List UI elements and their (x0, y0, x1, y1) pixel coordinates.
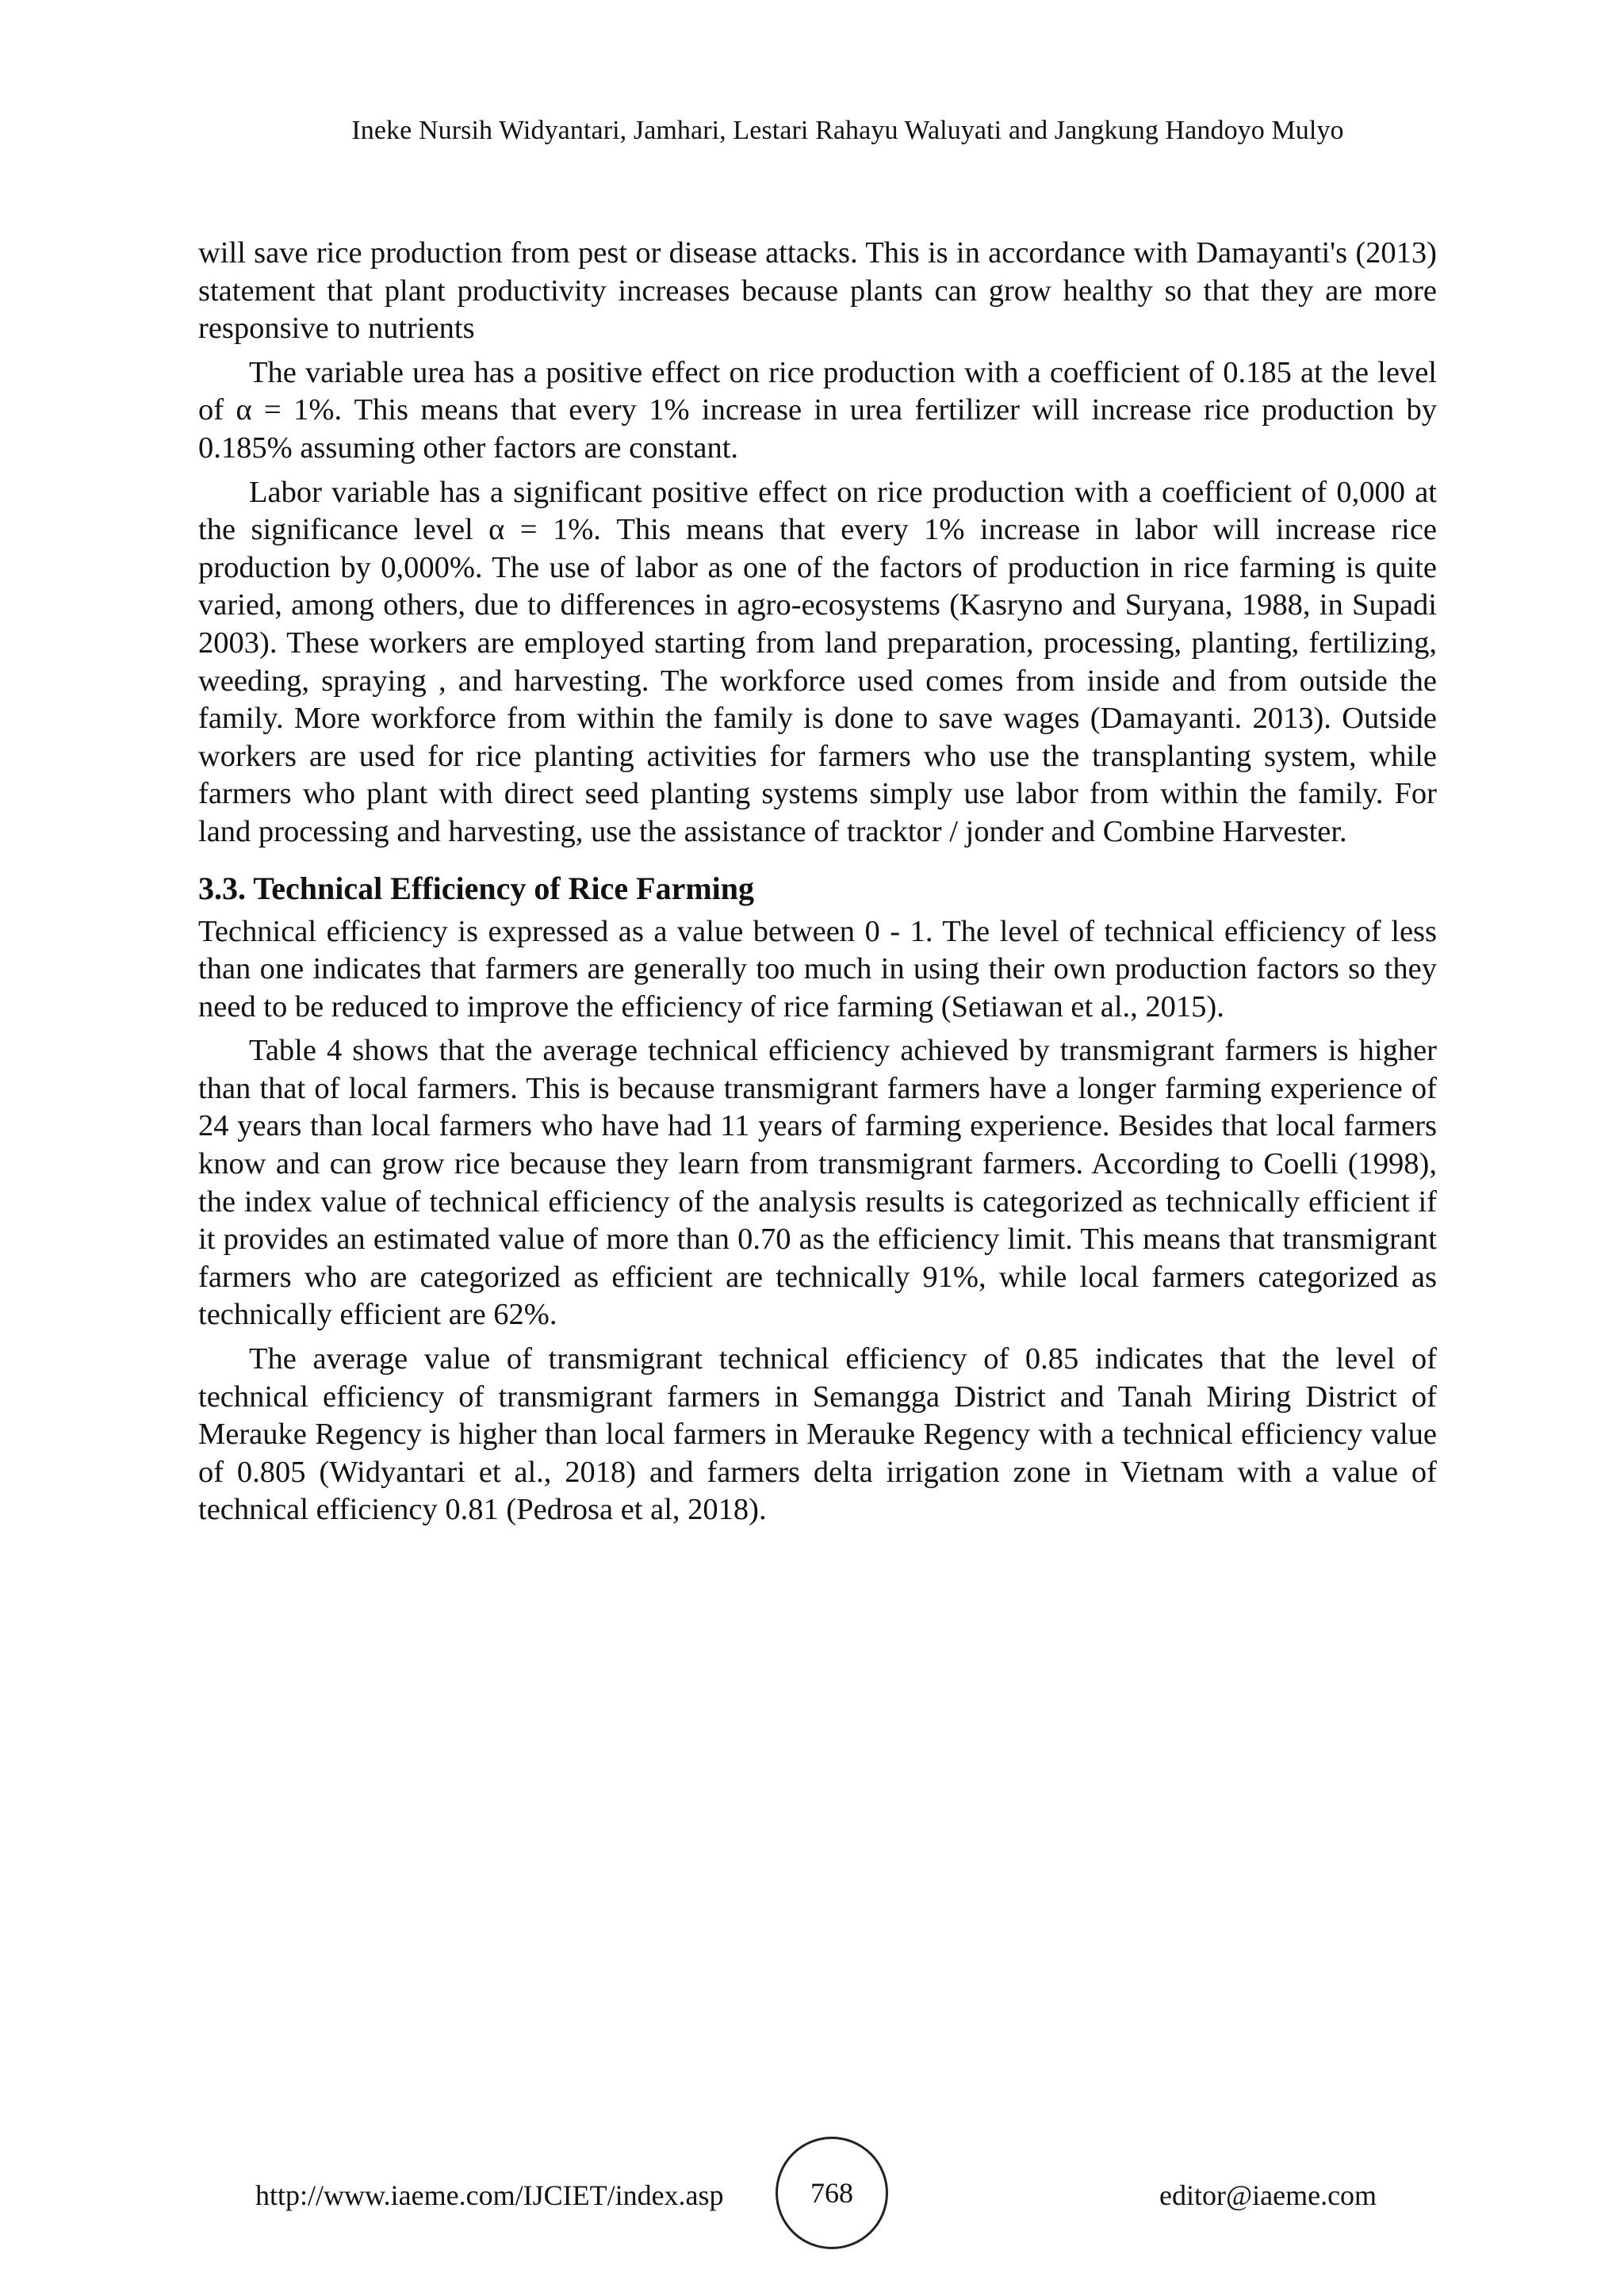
section-heading-technical-efficiency: 3.3. Technical Efficiency of Rice Farming (198, 870, 755, 906)
footer-email-link[interactable]: editor@iaeme.com (1159, 2179, 1377, 2211)
paragraph-technical-efficiency-definition: Technical efficiency is expressed as a value between 0 - 1. The level of technical efficiency of less than one indicates that farmers are generally too much in using their own production factors so they need to be reduced to improve the efficiency of rice farming (Setiawan et al., 2015). (198, 914, 1437, 1024)
paragraph-table4-discussion: Table 4 shows that the average technical efficiency achieved by transmigrant farmers is higher than that of local farmers. This is because transmigrant farmers have a longer farming experience of 24 years than local farmers who have had 11 years of farming experience. Besides that local farmers know and can grow rice because they learn from transmigrant farmers. According to Coelli (1998), the index value of technical efficiency of the analysis results is categorized as technically efficient if it provides an estimated value of more than 0.70 as the efficiency limit. This means that transmigrant farmers who are categorized as efficient are technically 91%, while local farmers categorized as technically efficient are 62%. (198, 1034, 1437, 1332)
page-number: 768 (810, 2177, 853, 2209)
paragraph-urea: The variable urea has a positive effect on rice production with a coefficient of 0.185 at the level of α = 1%. This means that every 1% increase in urea fertilizer will increase rice production by 0.185% assuming other factors are constant. (198, 355, 1437, 465)
footer-journal-url[interactable]: http://www.iaeme.com/IJCIET/index.asp (255, 2179, 724, 2211)
running-head-authors: Ineke Nursih Widyantari, Jamhari, Lestari Rahayu Waluyati and Jangkung Handoyo Mulyo (351, 116, 1344, 145)
page-number-badge (776, 2137, 888, 2249)
article-body (198, 235, 1437, 1536)
paragraph-average-efficiency: The average value of transmigrant technical efficiency of 0.85 indicates that the level of technical efficiency of transmigrant farmers in Semangga District and Tanah Miring District of Merauke Regency is higher than local farmers in Merauke Regency with a technical efficiency value of 0.805 (Widyantari et al., 2018) and farmers delta irrigation zone in Vietnam with a value of technical efficiency 0.81 (Pedrosa et al, 2018). (198, 1342, 1437, 1527)
paragraph-labor: Labor variable has a significant positive effect on rice production with a coefficient of 0,000 at the significance level α = 1%. This means that every 1% increase in labor will increase rice production by 0,000%. The use of labor as one of the factors of production in rice farming is quite varied, among others, due to differences in agro-ecosystems (Kasryno and Suryana, 1988, in Supadi 2003). These workers are employed starting from land preparation, processing, planting, fertilizing, weeding, spraying , and harvesting. The workforce used comes from inside and from outside the family. More workforce from within the family is done to save wages (Damayanti. 2013). Outside workers are used for rice planting activities for farmers who use the transplanting system, while farmers who plant with direct seed planting systems simply use labor from within the family. For land processing and harvesting, use the assistance of tracktor / jonder and Combine Harvester. (198, 475, 1437, 848)
paragraph-pest-disease: will save rice production from pest or disease attacks. This is in accordance with Damayanti's (2013) statement that plant productivity increases because plants can grow healthy so that they are more responsive to nutrients (198, 236, 1437, 346)
